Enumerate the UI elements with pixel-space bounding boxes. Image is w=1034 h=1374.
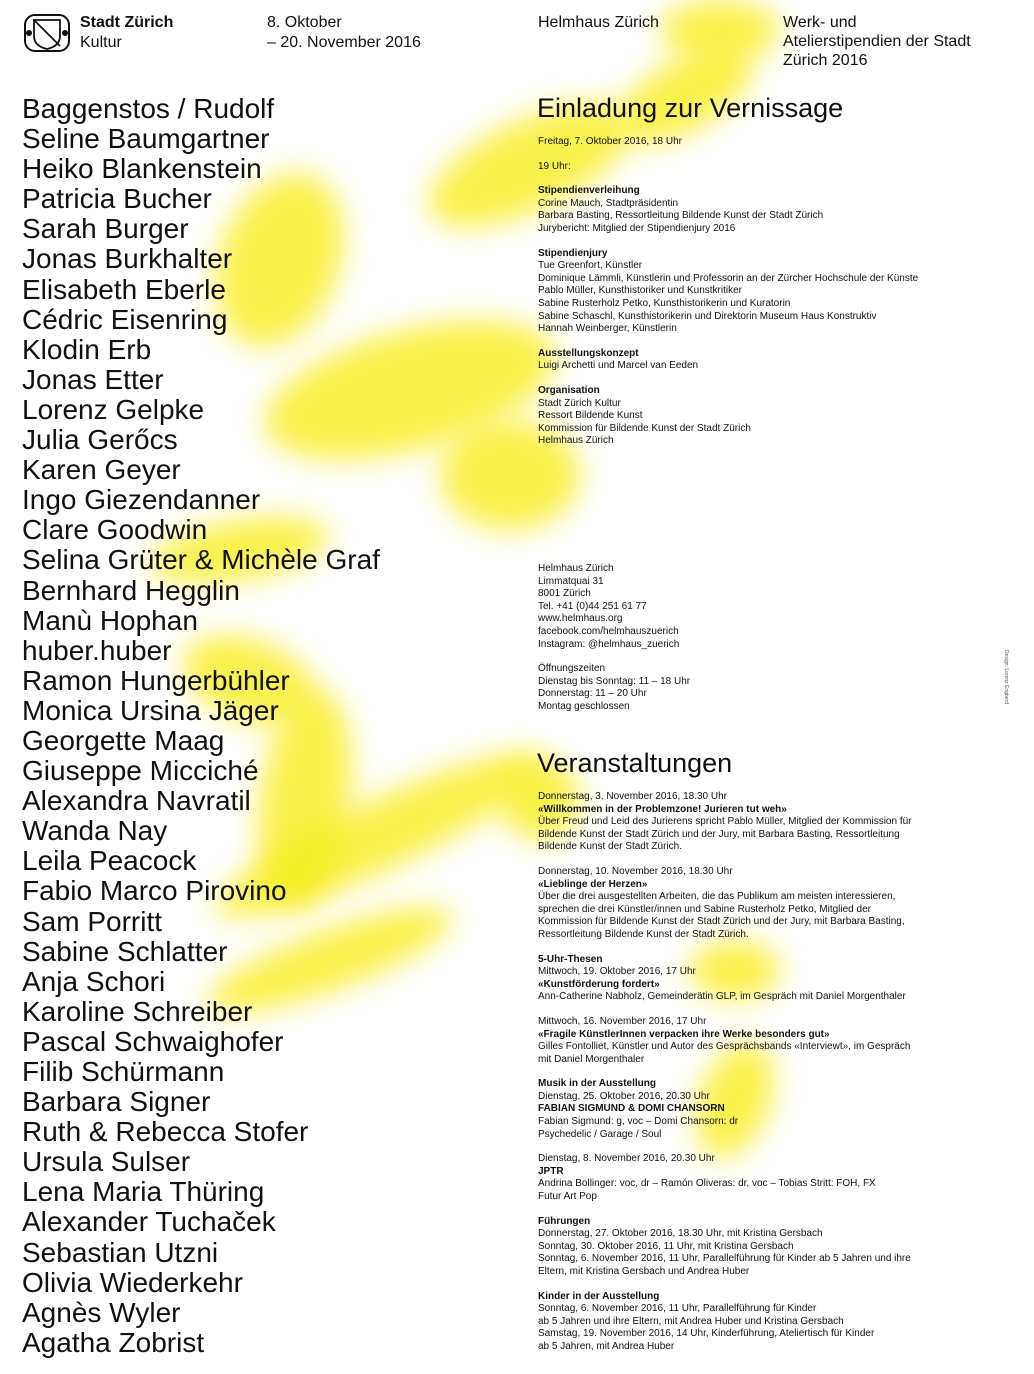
- artist-name: Elisabeth Eberle: [22, 273, 226, 305]
- contact-section: [538, 563, 948, 714]
- artist-name: Ursula Sulser: [22, 1146, 191, 1178]
- event-date-line: Eltern, mit Kristina Gersbach und Andrea Huber: [538, 1266, 750, 1277]
- artist-name: Monica Ursina Jäger: [22, 694, 279, 726]
- event-date-line: Donnerstag, 10. November 2016, 18.30 Uhr: [538, 865, 733, 877]
- artist-name: Bernhard Hegglin: [22, 574, 240, 606]
- event-description-line: mit Daniel Morgenthaler: [538, 1053, 645, 1065]
- event-category-title: Führungen: [538, 1215, 591, 1227]
- opening-hours-line: Dienstag bis Sonntag: 11 – 18 Uhr: [538, 675, 691, 687]
- event-description-line: Ressortleitung Bildende Kunst der Stadt Zürich.: [538, 928, 749, 940]
- info-block: [538, 348, 948, 373]
- exhibition-dates: [267, 13, 421, 53]
- artist-name: Heiko Blankenstein: [22, 153, 262, 185]
- artist-name: Georgette Maag: [22, 724, 225, 756]
- event-date-line: Dienstag, 8. November 2016, 20.30 Uhr: [538, 1153, 715, 1165]
- artist-name: Clare Goodwin: [22, 514, 208, 546]
- artist-name: Anja Schori: [22, 965, 166, 997]
- artist-name: Leila Peacock: [22, 845, 197, 877]
- zurich-coat-of-arms-icon: [24, 14, 70, 52]
- event-title: «Kunstförderung fordert»: [538, 978, 660, 990]
- artist-name: Seline Baumgartner: [22, 123, 270, 155]
- event-description-line: sprechen die drei Künstler/innen und Sabine Rusterholz Petko, Mitglied der: [538, 903, 871, 915]
- event-date-line: Mittwoch, 19. Oktober 2016, 17 Uhr: [538, 966, 696, 978]
- block-line: Luigi Archetti und Marcel van Eeden: [538, 360, 699, 372]
- event-title: «Fragile KünstlerInnen verpacken ihre Werke besonders gut»: [538, 1028, 830, 1040]
- artist-name: huber.huber: [22, 634, 172, 666]
- info-block: [538, 385, 948, 448]
- opening-hours-line: Donnerstag: 11 – 20 Uhr: [538, 688, 647, 700]
- artist-name: Agatha Zobrist: [22, 1326, 205, 1358]
- event-description-line: Psychedelic / Garage / Soul: [538, 1128, 662, 1140]
- block-line: Pablo Müller, Kunsthistoriker und Kunstkritiker: [538, 285, 742, 297]
- event-date-line: Donnerstag, 3. November 2016, 18.30 Uhr: [538, 791, 727, 802]
- event-date-line: Donnerstag, 27. Oktober 2016, 18.30 Uhr, mit Kristina Gersbach: [538, 1228, 823, 1240]
- block-line: Hannah Weinberger, Künstlerin: [538, 323, 677, 335]
- event-description-line: Über Freud und Leid des Jurierens spricht Pablo Müller, Mitglied der Kommission für: [538, 816, 912, 828]
- artist-name: Lorenz Gelpke: [22, 393, 205, 425]
- artist-name: Barbara Signer: [22, 1086, 211, 1118]
- event-description-line: Bildende Kunst der Stadt Zürich.: [538, 841, 682, 853]
- stipend-line: Atelierstipendien der Stadt: [783, 33, 971, 50]
- artist-name: Karoline Schreiber: [22, 995, 253, 1027]
- event-description-line: Ann-Catherine Nabholz, Gemeinderätin GLP, im Gespräch mit Daniel Morgenthaler: [538, 991, 906, 1003]
- vernissage-heading: Einladung zur Vernissage: [537, 93, 844, 123]
- block-line: 19 Uhr:: [538, 160, 571, 172]
- artist-name: Baggenstos / Rudolf: [22, 93, 275, 124]
- venue-name: Helmhaus Zürich: [538, 14, 659, 31]
- artist-name: Olivia Wiederkehr: [22, 1266, 243, 1298]
- event-description-line: Bildende Kunst der Stadt Zürich und der Jury, mit Barbara Basting, Ressortleitung: [538, 828, 900, 840]
- event-block: [538, 1153, 948, 1203]
- event-category-title: 5-Uhr-Thesen: [538, 953, 603, 965]
- event-description-line: Gilles Fontolliet, Künstler und Autor des Gesprächsbands «Interviewt», im Gespräch: [538, 1041, 911, 1053]
- artist-name: Wanda Nay: [22, 815, 168, 847]
- artist-name: Selina Grüter & Michèle Graf: [22, 544, 380, 576]
- event-description-line: Über die drei ausgestellten Arbeiten, die das Publikum am meisten interessieren,: [538, 891, 896, 903]
- block-line: Dominique Lämmli, Künstlerin und Professorin an der Zürcher Hochschule der Künste: [538, 272, 919, 284]
- contact-line: facebook.com/helmhauszuerich: [538, 625, 679, 637]
- stipend-title: [783, 13, 1023, 70]
- artist-name: Pascal Schwaighofer: [22, 1025, 284, 1057]
- event-block: [538, 1078, 948, 1141]
- artist-name: Alexander Tuchaček: [22, 1206, 276, 1238]
- events-heading: Veranstaltungen: [537, 748, 733, 778]
- stipend-line: Zürich 2016: [783, 52, 868, 69]
- artist-name: Sebastian Utzni: [22, 1236, 219, 1268]
- event-category-title: Kinder in der Ausstellung: [538, 1290, 660, 1302]
- block-line: Sabine Rusterholz Petko, Kunsthistorikerin und Kuratorin: [538, 297, 791, 309]
- design-credit: Design: Lorenz Engberd: [1003, 650, 1009, 704]
- artist-name: Jonas Etter: [22, 363, 164, 395]
- event-date-line: Dienstag, 25. Oktober 2016, 20.30 Uhr: [538, 1090, 710, 1102]
- contact-line: Limmatquai 31: [538, 575, 604, 587]
- artist-name: Sam Porritt: [22, 905, 163, 937]
- event-description-line: Fabian Sigmund: g, voc – Domi Chansorn: dr: [538, 1116, 739, 1128]
- block-title: Stipendienjury: [538, 247, 608, 259]
- block-line: Corine Mauch, Stadtpräsidentin: [538, 197, 679, 209]
- info-block: [538, 248, 948, 336]
- vernissage-date: Freitag, 7. Oktober 2016, 18 Uhr: [538, 136, 682, 147]
- event-block: [538, 1016, 948, 1066]
- artist-name: Lena Maria Thüring: [22, 1176, 265, 1208]
- artist-name: Patricia Bucher: [22, 183, 212, 215]
- event-title: FABIAN SIGMUND & DOMI CHANSORN: [538, 1103, 725, 1115]
- artist-name: Sabine Schlatter: [22, 935, 228, 967]
- block-title: Ausstellungskonzept: [538, 347, 639, 359]
- event-block: [538, 866, 948, 942]
- date-line: – 20. November 2016: [267, 34, 421, 51]
- block-line: Kommission für Bildende Kunst der Stadt Zürich: [538, 422, 751, 434]
- contact-line: 8001 Zürich: [538, 588, 591, 600]
- event-date-line: Sonntag, 6. November 2016, 11 Uhr, Parallelführung für Kinder: [538, 1303, 817, 1315]
- opening-hours-line: Montag geschlossen: [538, 700, 630, 712]
- event-description-line: Kommission für Bildende Kunst der Stadt Zürich und der Jury, mit Barbara Basting,: [538, 916, 905, 928]
- event-title: JPTR: [538, 1165, 564, 1177]
- artist-name: Sarah Burger: [22, 213, 189, 245]
- event-date-line: Sonntag, 30. Oktober 2016, 11 Uhr, mit Kristina Gersbach: [538, 1240, 794, 1252]
- event-date-line: Mittwoch, 16. November 2016, 17 Uhr: [538, 1015, 707, 1027]
- block-line: Stadt Zürich Kultur: [538, 397, 621, 409]
- artist-name: Klodin Erb: [22, 333, 152, 365]
- event-block: [538, 1291, 948, 1354]
- artist-name: Julia Gerőcs: [22, 424, 178, 456]
- artist-name: Giuseppe Micciché: [22, 755, 259, 787]
- contact-line: www.helmhaus.org: [538, 613, 623, 625]
- event-category-title: Musik in der Ausstellung: [538, 1078, 656, 1090]
- event-date-line: ab 5 Jahren und ihre Eltern, mit Andrea Huber und Kristina Gersbach: [538, 1315, 844, 1327]
- org-subtitle: Kultur: [80, 34, 122, 51]
- event-title: «Lieblinge der Herzen»: [538, 878, 648, 890]
- block-title: Stipendienverleihung: [538, 185, 640, 197]
- stipend-line: Werk- und: [783, 14, 857, 31]
- contact-line: Instagram: @helmhaus_zuerich: [538, 638, 680, 650]
- date-line: 8. Oktober: [267, 14, 342, 31]
- event-block: [538, 1216, 948, 1279]
- contact-line: Tel. +41 (0)44 251 61 77: [538, 600, 647, 612]
- info-block: [538, 185, 948, 235]
- artist-name: Manù Hophan: [22, 604, 198, 636]
- info-block: [538, 161, 948, 174]
- event-date-line: Sonntag, 6. November 2016, 11 Uhr, Parallelführung für Kinder ab 5 Jahren und ihre: [538, 1253, 911, 1265]
- block-line: Barbara Basting, Ressortleitung Bildende Kunst der Stadt Zürich: [538, 210, 824, 222]
- block-title: Organisation: [538, 384, 600, 396]
- block-line: Jurybericht: Mitglied der Stipendienjury 2016: [538, 222, 736, 234]
- contact-line: Helmhaus Zürich: [538, 563, 614, 574]
- artist-name: Agnès Wyler: [22, 1296, 181, 1328]
- block-line: Tue Greenfort, Künstler: [538, 260, 643, 272]
- artist-name: Ramon Hungerbühler: [22, 664, 290, 696]
- event-block: [538, 791, 948, 854]
- block-line: Sabine Schaschl, Kunsthistorikerin und Direktorin Museum Haus Konstruktiv: [538, 310, 877, 322]
- event-title: «Willkommen in der Problemzone! Jurieren tut weh»: [538, 803, 787, 815]
- block-line: Helmhaus Zürich: [538, 435, 614, 447]
- artist-name: Jonas Burkhalter: [22, 243, 233, 275]
- event-block: [538, 954, 948, 1004]
- events-section: [538, 791, 948, 1366]
- event-date-line: Samstag, 19. November 2016, 14 Uhr, Kinderführung, Ateliertisch für Kinder: [538, 1328, 875, 1340]
- event-description-line: Andrina Bollinger: voc, dr – Ramón Oliveras: dr, voc – Tobias Stritt: FOH, FX: [538, 1178, 876, 1190]
- artist-name: Alexandra Navratil: [22, 785, 251, 817]
- artist-name: Cédric Eisenring: [22, 303, 228, 335]
- artist-name: Ruth & Rebecca Stofer: [22, 1116, 309, 1148]
- artist-list: [22, 94, 380, 1358]
- artist-name: Ingo Giezendanner: [22, 484, 261, 516]
- opening-hours-line: Öffnungszeiten: [538, 663, 606, 675]
- artist-name: Karen Geyer: [22, 454, 181, 486]
- block-line: Ressort Bildende Kunst: [538, 410, 643, 422]
- artist-name: Fabio Marco Pirovino: [22, 875, 287, 907]
- event-date-line: ab 5 Jahren, mit Andrea Huber: [538, 1340, 675, 1352]
- org-title: Stadt Zürich: [80, 14, 174, 31]
- vernissage-section: [538, 136, 948, 460]
- event-description-line: Futur Art Pop: [538, 1191, 597, 1203]
- artist-name: Filib Schürmann: [22, 1056, 225, 1087]
